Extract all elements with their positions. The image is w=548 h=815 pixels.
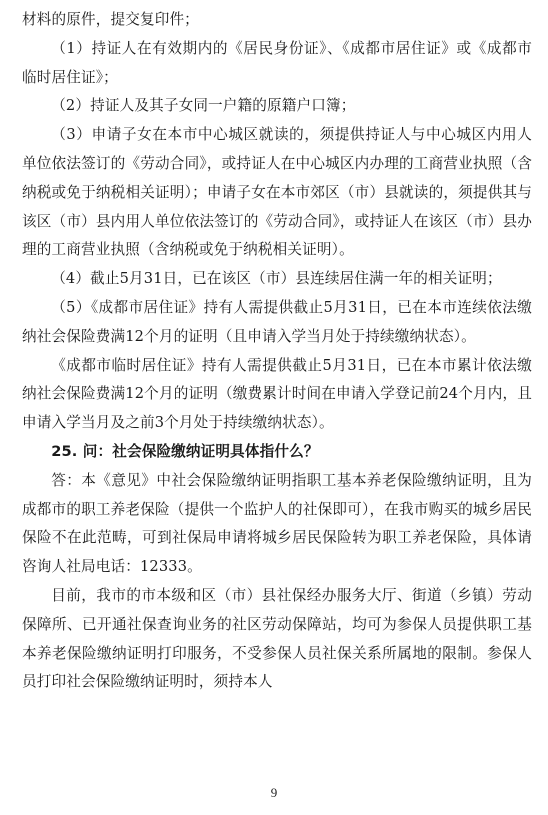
page-number: 9 bbox=[270, 785, 278, 800]
paragraph-item-5: （5）《成都市居住证》持有人需提供截止5月31日，已在本市连续依法缴纳社会保险费满12个月的证明（且申请入学当月处于持续缴纳状态）。 bbox=[22, 298, 532, 345]
paragraph-item-1: （1）持证人在有效期内的《居民身份证》、《成都市居住证》或《成都市临时居住证》； bbox=[22, 39, 532, 86]
paragraph-item-3: （3）申请子女在本市中心城区就读的，须提供持证人与中心城区内用人单位依法签订的《劳动合同》，或持证人在中心城区内办理的工商营业执照（含纳税或免于纳税相关证明）；申请子女在本市郊区（市）县就读的，须提供其与该区（市）县内用人单位依法签订的《劳动合同》，或持证人在该区（市）县办理的工商营业执照（含纳税或免于纳税相关证明）。 bbox=[22, 126, 532, 259]
question-heading-25: 25. 问：社会保险缴纳证明具体指什么？ bbox=[51, 442, 319, 460]
paragraph-temp-residence: 《成都市临时居住证》持有人需提供截止5月31日，已在本市累计依法缴纳社会保险费满12个月的证明（缴费累计时间在申请入学登记前24个月内，且申请入学当月及之前3个月处于持续缴纳状态）。 bbox=[22, 356, 532, 432]
answer-paragraph: 答：本《意见》中社会保险缴纳证明指职工基本养老保险缴纳证明，且为成都市的职工养老保险（提供一个监护人的社保即可），在我市购买的城乡居民保险不在此范畴，可到社保局申请将城乡居民保险转为职工养老保险，具体请咨询人社局电话：12333。 bbox=[22, 471, 532, 576]
paragraph-item-4: （4）截止5月31日，已在该区（市）县连续居住满一年的相关证明； bbox=[51, 270, 502, 288]
document-page bbox=[22, 6, 532, 697]
paragraph-item-2: （2）持证人及其子女同一户籍的原籍户口簿； bbox=[51, 97, 356, 115]
paragraph-0: 材料的原件，提交复印件； bbox=[22, 11, 199, 28]
paragraph-service-info: 目前，我市的市本级和区（市）县社保经办服务大厅、街道（乡镇）劳动保障所、已开通社保查询业务的社区劳动保障站，均可为参保人员提供职工基本养老保险缴纳证明打印服务，不受参保人员社保关系所属地的限制。参保人员打印社会保险缴纳证明时，须持本人 bbox=[22, 586, 532, 691]
